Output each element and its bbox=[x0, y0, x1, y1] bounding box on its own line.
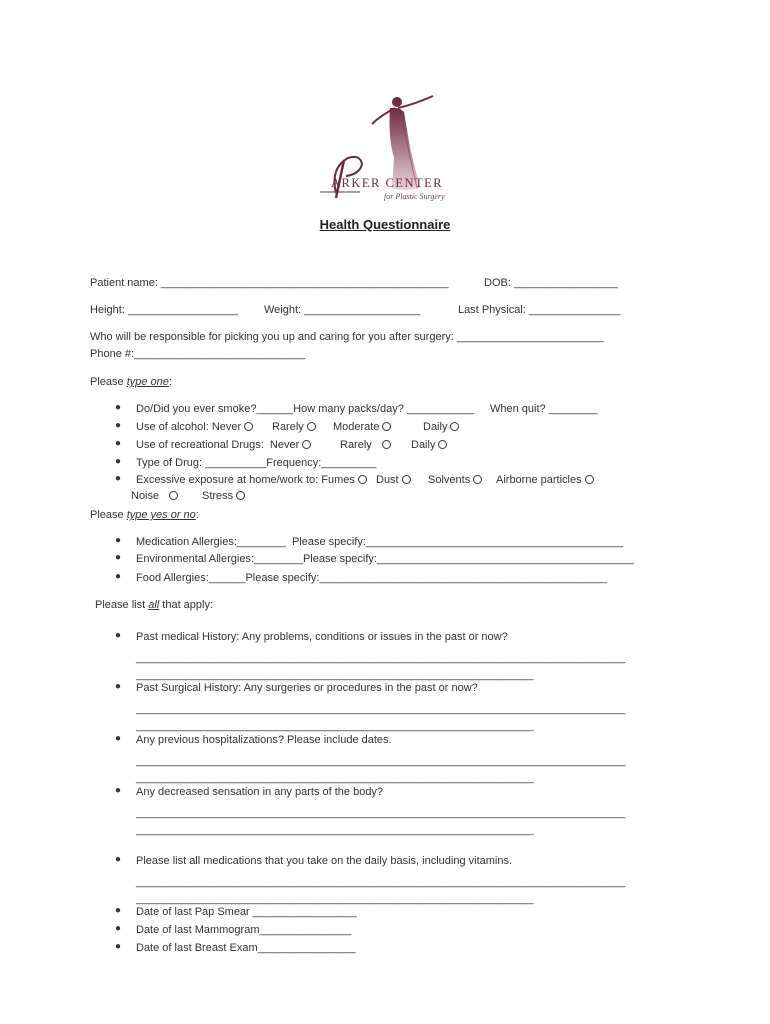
exposure-noise-option[interactable]: Noise bbox=[131, 489, 178, 503]
answer-line[interactable]: _________________________________________________________________ bbox=[136, 669, 534, 681]
exposure-solvents-option[interactable]: Solvents bbox=[428, 473, 482, 487]
drugs-never-option[interactable]: Use of recreational Drugs: Never bbox=[136, 438, 311, 452]
logo-tagline: for Plastic Surgery bbox=[384, 192, 445, 201]
radio-icon[interactable] bbox=[450, 422, 459, 431]
food-allergies-field[interactable]: Food Allergies:______Please specify:_______________________________________________ bbox=[136, 572, 607, 584]
drugs-daily-option[interactable]: Daily bbox=[411, 438, 447, 452]
radio-icon[interactable] bbox=[358, 475, 367, 484]
bullet-icon: ● bbox=[115, 733, 122, 744]
medication-allergies-field[interactable]: Medication Allergies:________ Please specify:__________________________________________ bbox=[136, 536, 623, 548]
answer-line[interactable]: _________________________________________________________________ bbox=[136, 824, 534, 836]
environmental-allergies-field[interactable]: Environmental Allergies:________Please specify:__________________________________________ bbox=[136, 553, 634, 565]
bullet-icon: ● bbox=[115, 402, 122, 413]
smoke-field[interactable]: Do/Did you ever smoke?______How many packs/day? ___________ bbox=[136, 403, 475, 415]
drugs-rarely-option[interactable]: Rarely bbox=[340, 438, 391, 452]
radio-icon[interactable] bbox=[585, 475, 594, 484]
radio-icon[interactable] bbox=[302, 440, 311, 449]
bullet-icon: ● bbox=[115, 785, 122, 796]
type-one-heading: Please type one: bbox=[90, 376, 172, 388]
radio-icon[interactable] bbox=[402, 475, 411, 484]
sensation-question: Any decreased sensation in any parts of the body? bbox=[136, 786, 384, 798]
answer-line[interactable]: _________________________________________________________________ bbox=[136, 720, 534, 732]
caregiver-field[interactable]: Who will be responsible for picking you up and caring for you after surgery: ________________________ bbox=[90, 331, 604, 343]
answer-line[interactable]: _________________________________________________________________ bbox=[136, 772, 534, 784]
radio-icon[interactable] bbox=[169, 491, 178, 500]
exposure-fumes-option[interactable]: Excessive exposure at home/work to: Fumes bbox=[136, 473, 367, 487]
bullet-icon: ● bbox=[115, 681, 122, 692]
bullet-icon: ● bbox=[115, 552, 122, 563]
exposure-airborne-option[interactable]: Airborne particles bbox=[496, 473, 594, 487]
answer-line[interactable]: ________________________________________________________________________________ bbox=[136, 876, 626, 888]
alcohol-moderate-option[interactable]: Moderate bbox=[333, 420, 391, 434]
radio-icon[interactable] bbox=[307, 422, 316, 431]
answer-line[interactable]: ________________________________________________________________________________ bbox=[136, 807, 626, 819]
medications-question: Please list all medications that you take on the daily basis, including vitamins. bbox=[136, 855, 513, 867]
exposure-stress-option[interactable]: Stress bbox=[202, 489, 245, 503]
patient-name-field[interactable]: Patient name: _______________________________________________ bbox=[90, 277, 449, 289]
alcohol-never-option[interactable]: Use of alcohol: Never bbox=[136, 420, 253, 434]
answer-line[interactable]: ________________________________________________________________________________ bbox=[136, 652, 626, 664]
bullet-icon: ● bbox=[115, 571, 122, 582]
bullet-icon: ● bbox=[115, 941, 122, 952]
yes-no-heading: Please type yes or no: bbox=[90, 509, 199, 521]
bullet-icon: ● bbox=[115, 535, 122, 546]
list-all-heading: Please list all that apply: bbox=[95, 599, 214, 611]
exposure-dust-option[interactable]: Dust bbox=[376, 473, 411, 487]
dob-field[interactable]: DOB: _________________ bbox=[484, 277, 618, 289]
bullet-icon: ● bbox=[115, 438, 122, 449]
breast-exam-field[interactable]: Date of last Breast Exam________________ bbox=[136, 942, 356, 954]
radio-icon[interactable] bbox=[382, 422, 391, 431]
height-field[interactable]: Height: __________________ bbox=[90, 304, 239, 316]
bullet-icon: ● bbox=[115, 630, 122, 641]
medical-history-question: Past medical History: Any problems, conditions or issues in the past or now? bbox=[136, 631, 508, 643]
bullet-icon: ● bbox=[115, 923, 122, 934]
last-physical-field[interactable]: Last Physical: _______________ bbox=[458, 304, 621, 316]
bullet-icon: ● bbox=[115, 473, 122, 484]
alcohol-daily-option[interactable]: Daily bbox=[423, 420, 459, 434]
answer-line[interactable]: _________________________________________________________________ bbox=[136, 893, 534, 905]
bullet-icon: ● bbox=[115, 905, 122, 916]
page-title: Health Questionnaire bbox=[319, 217, 451, 232]
radio-icon[interactable] bbox=[244, 422, 253, 431]
bullet-icon: ● bbox=[115, 456, 122, 467]
drug-type-field[interactable]: Type of Drug: __________Frequency:_________ bbox=[136, 457, 377, 469]
weight-field[interactable]: Weight: ___________________ bbox=[264, 304, 421, 316]
radio-icon[interactable] bbox=[236, 491, 245, 500]
radio-icon[interactable] bbox=[382, 440, 391, 449]
phone-field[interactable]: Phone #:____________________________ bbox=[90, 348, 306, 360]
when-quit-field[interactable]: When quit? ________ bbox=[490, 403, 598, 415]
answer-line[interactable]: ________________________________________________________________________________ bbox=[136, 755, 626, 767]
answer-line[interactable]: ________________________________________________________________________________ bbox=[136, 703, 626, 715]
pap-smear-field[interactable]: Date of last Pap Smear _________________ bbox=[136, 906, 357, 918]
surgical-history-question: Past Surgical History: Any surgeries or procedures in the past or now? bbox=[136, 682, 478, 694]
radio-icon[interactable] bbox=[473, 475, 482, 484]
bullet-icon: ● bbox=[115, 420, 122, 431]
radio-icon[interactable] bbox=[438, 440, 447, 449]
mammogram-field[interactable]: Date of last Mammogram_______________ bbox=[136, 924, 352, 936]
bullet-icon: ● bbox=[115, 854, 122, 865]
alcohol-rarely-option[interactable]: Rarely bbox=[272, 420, 316, 434]
logo-name: ARKER CENTER bbox=[331, 176, 444, 190]
hospitalizations-question: Any previous hospitalizations? Please include dates. bbox=[136, 734, 392, 746]
